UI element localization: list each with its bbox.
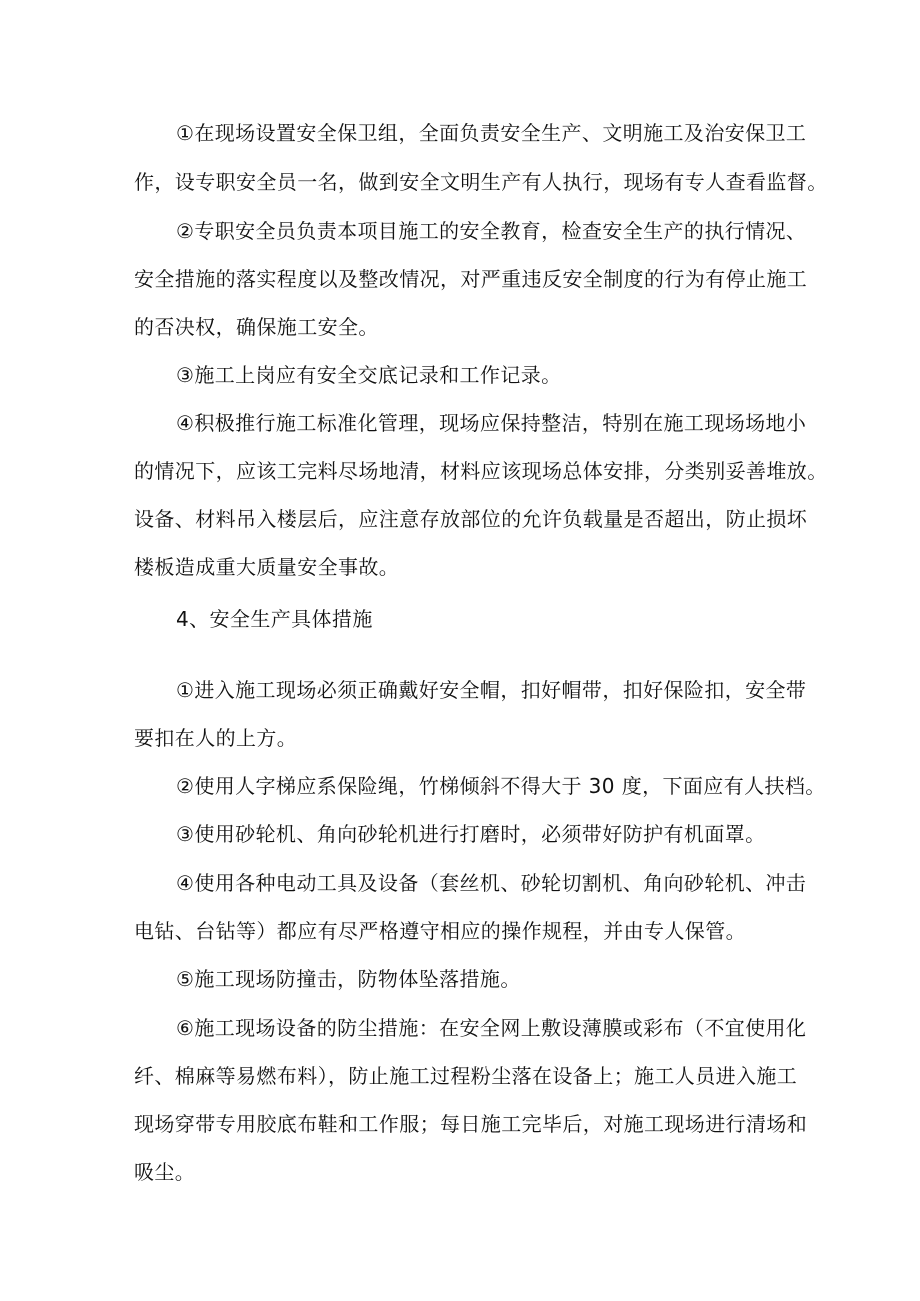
measure-1-line-2: 要扣在人的上方。 [134,726,298,750]
paragraph-4-line-3: 设备、材料吊入楼层后，应注意存放部位的允许负载量是否超出，防止损坏 [134,507,808,531]
measure-5-line-1: ⑤施工现场防撞击，防物体坠落措施。 [176,967,521,991]
paragraph-3-line-1: ③施工上岗应有安全交底记录和工作记录。 [176,363,562,387]
paragraph-4-line-1: ④积极推行施工标准化管理，现场应保持整洁，特别在施工现场场地小 [176,411,807,435]
measure-4-line-1: ④使用各种电动工具及设备（套丝机、砂轮切割机、角向砂轮机、冲击 [176,871,807,895]
measure-2-line-1: ②使用人字梯应系保险绳，竹梯倾斜不得大于 30 度，下面应有人扶档。 [176,774,826,798]
paragraph-4-line-4: 楼板造成重大质量安全事故。 [134,555,400,579]
measure-6-line-2: 纤、棉麻等易燃布料），防止施工过程粉尘落在设备上；施工人员进入施工 [134,1064,798,1088]
measure-1-line-1: ①进入施工现场必须正确戴好安全帽，扣好帽带，扣好保险扣，安全带 [176,678,807,702]
measure-6-line-3: 现场穿带专用胶底布鞋和工作服；每日施工完毕后，对施工现场进行清场和 [134,1112,808,1136]
measure-6-line-4: 吸尘。 [134,1160,196,1184]
paragraph-2-line-2: 安全措施的落实程度以及整改情况，对严重违反安全制度的行为有停止施工 [134,267,808,291]
paragraph-1-line-2: 作，设专职安全员一名，做到安全文明生产有人执行，现场有专人查看监督。 [134,170,828,194]
paragraph-2-line-1: ②专职安全员负责本项目施工的安全教育，检查安全生产的执行情况、 [176,219,807,243]
paragraph-1-line-1: ①在现场设置安全保卫组，全面负责安全生产、文明施工及治安保卫工 [176,121,807,145]
paragraph-2-line-3: 的否决权，确保施工安全。 [134,315,379,339]
section-heading: 4、安全生产具体措施 [176,607,373,631]
paragraph-4-line-2: 的情况下，应该工完料尽场地清，材料应该现场总体安排，分类别妥善堆放。 [134,459,828,483]
measure-3-line-1: ③使用砂轮机、角向砂轮机进行打磨时，必须带好防护有机面罩。 [176,822,766,846]
measure-4-line-2: 电钻、台钻等）都应有尽严格遵守相应的操作规程，并由专人保管。 [134,919,746,943]
measure-6-line-1: ⑥施工现场设备的防尘措施：在安全网上敷设薄膜或彩布（不宜使用化 [176,1016,807,1040]
